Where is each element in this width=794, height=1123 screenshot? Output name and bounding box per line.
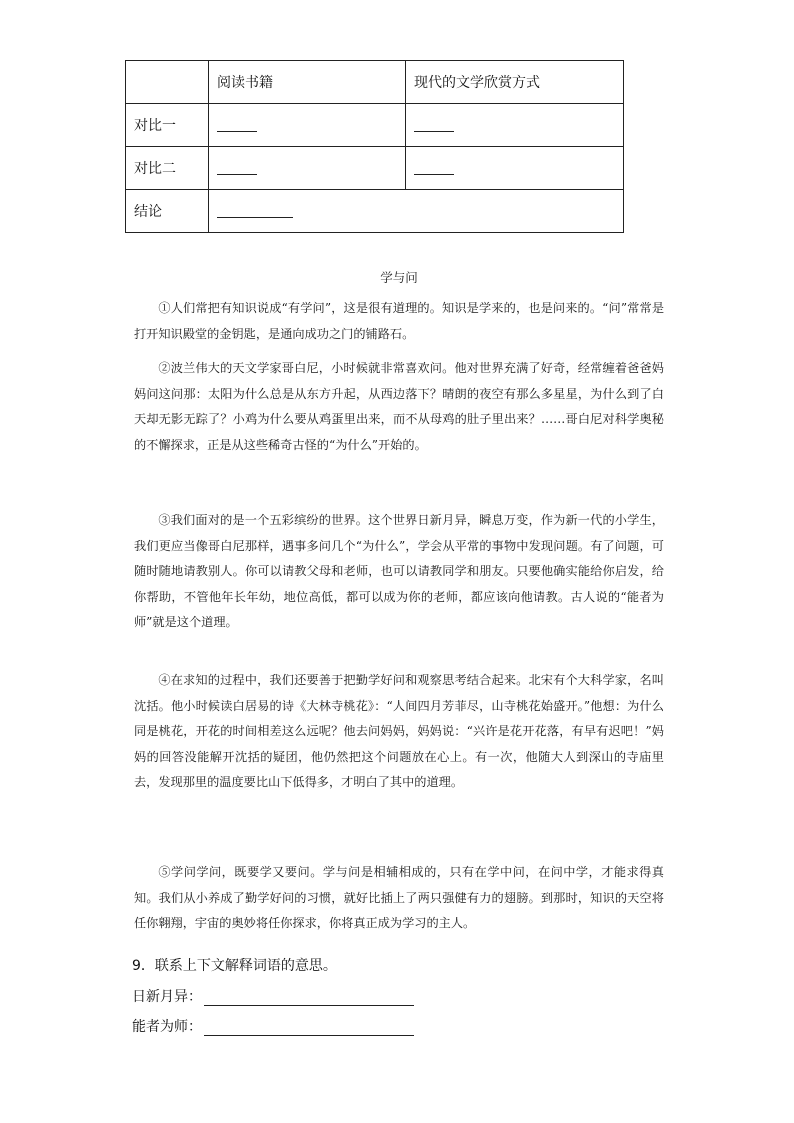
row-label: 结论 [126, 190, 209, 233]
row-label: 对比二 [126, 147, 209, 190]
table-row [126, 104, 624, 147]
answer-blank[interactable] [414, 119, 454, 132]
paragraph: ⑤学问学问，既要学又要问。学与问是相辅相成的，只有在学中问，在问中学，才能求得真知。我们从小养成了勤学好问的习惯，就好比插上了两只强健有力的翅膀。到那时，知识的天空将任你翱翔，宇宙的奥妙将任你探求，你将真正成为学习的主人。 [134, 865, 664, 930]
conclusion-blank-cell [209, 190, 624, 233]
passage-body [134, 508, 664, 636]
answer-blank-cell [406, 147, 624, 190]
passage-body [134, 296, 664, 347]
answer-line[interactable] [204, 991, 414, 1006]
paragraph: ①人们常把有知识说成“有学问”，这是很有道理的。知识是学来的，也是问来的。“问”常常是打开知识殿堂的金钥匙，是通向成功之门的铺路石。 [134, 301, 665, 341]
passage-body [134, 860, 664, 937]
question-item-label: 日新月异： [132, 989, 202, 1005]
answer-blank[interactable] [217, 205, 293, 218]
comparison-table [125, 60, 624, 233]
row-label: 对比一 [126, 104, 209, 147]
question-item [132, 986, 414, 1006]
table-header-modern: 现代的文学欣赏方式 [406, 61, 624, 104]
paragraph: ③我们面对的是一个五彩缤纷的世界。这个世界日新月异，瞬息万变，作为新一代的小学生，我们更应当像哥白尼那样，遇事多问几个“为什么”，学会从平常的事物中发现问题。有了问题，可随时随地请教别人。你可以请教父母和老师，也可以请教同学和朋友。只要他确实能给你启发，给你帮助，不管他年长年幼，地位高低，都可以成为你的老师，都应该向他请教。古人说的“能者为师”就是这个道理。 [134, 513, 664, 629]
paragraph: ②波兰伟大的天文学家哥白尼，小时候就非常喜欢问。他对世界充满了好奇，经常缠着爸爸妈妈问这问那：太阳为什么总是从东方升起，从西边落下？晴朗的夜空有那么多星星，为什么到了白天却无影无踪了？小鸡为什么要从鸡蛋里出来，而不从母鸡的肚子里出来？……哥白尼对科学奥秘的不懈探求，正是从这些稀奇古怪的“为什么”开始的。 [134, 361, 664, 452]
answer-line[interactable] [204, 1021, 414, 1036]
table-header-corner [126, 61, 209, 104]
answer-blank-cell [209, 104, 406, 147]
question-item [132, 1016, 414, 1036]
answer-blank[interactable] [217, 119, 257, 132]
table-row [126, 190, 624, 233]
table-header-row [126, 61, 624, 104]
table-row [126, 147, 624, 190]
answer-blank-cell [209, 147, 406, 190]
answer-blank-cell [406, 104, 624, 147]
passage-title: 学与问 [380, 270, 418, 285]
passage-body [134, 356, 664, 458]
question-title: 9．联系上下文解释词语的意思。 [132, 958, 337, 974]
paragraph: ④在求知的过程中，我们还要善于把勤学好问和观察思考结合起来。北宋有个大科学家，名叫沈括。他小时候读白居易的诗《大林寺桃花》：“人间四月芳菲尽，山寺桃花始盛开。”他想：为什么同是桃花，开花的时间相差这么远呢？他去问妈妈，妈妈说：“兴许是花开花落，有早有迟吧！”妈妈的回答没能解开沈括的疑团，他仍然把这个问题放在心上。有一次，他随大人到深山的寺庙里去，发现那里的温度要比山下低得多，才明白了其中的道理。 [134, 673, 664, 789]
table-header-books: 阅读书籍 [209, 61, 406, 104]
question-item-label: 能者为师： [132, 1019, 202, 1035]
passage-body [134, 668, 664, 796]
answer-blank[interactable] [217, 162, 257, 175]
answer-blank[interactable] [414, 162, 454, 175]
